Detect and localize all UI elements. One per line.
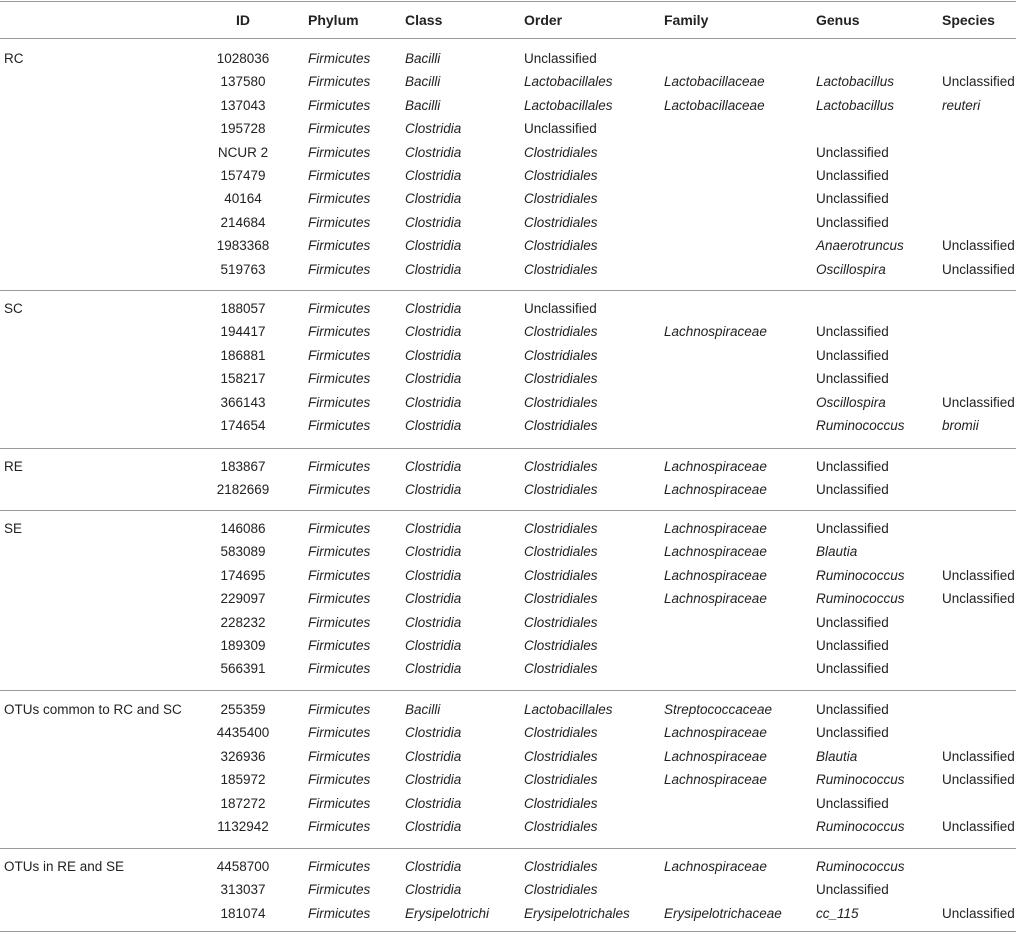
group-separator: [0, 931, 1016, 932]
group-label: SC: [4, 301, 23, 316]
cell-id: 1132942: [217, 819, 269, 834]
cell-phylum: Firmicutes: [308, 819, 371, 834]
cell-class: Clostridia: [405, 301, 462, 316]
cell-id: 158217: [220, 371, 266, 387]
cell-phylum: Firmicutes: [308, 418, 371, 433]
cell-species: Unclassified: [942, 567, 1015, 583]
cell-id: 137043: [220, 97, 266, 113]
cell-class: Clostridia: [405, 882, 462, 898]
cell-genus: Unclassified: [816, 702, 889, 717]
cell-class: Clostridia: [405, 819, 462, 834]
cell-family: Lachnospiraceae: [664, 567, 767, 583]
cell-id: 194417: [220, 324, 266, 340]
cell-genus: Unclassified: [816, 725, 889, 741]
cell-species: Unclassified: [942, 819, 1015, 834]
cell-genus: Unclassified: [816, 168, 889, 183]
cell-id: 174654: [220, 418, 266, 433]
cell-order: Clostridiales: [524, 482, 598, 498]
header-rule: [0, 38, 1016, 39]
cell-order: Clostridiales: [524, 261, 598, 277]
cell-order: Clostridiales: [524, 191, 598, 207]
cell-genus: Unclassified: [816, 371, 889, 387]
cell-genus: Lactobacillus: [816, 97, 895, 113]
cell-order: Clostridiales: [524, 144, 598, 160]
cell-class: Clostridia: [405, 347, 462, 363]
cell-order: Clostridiales: [524, 394, 598, 410]
cell-family: Lachnospiraceae: [664, 591, 767, 607]
cell-class: Clostridia: [405, 725, 462, 741]
cell-class: Clostridia: [405, 371, 462, 387]
cell-genus: Unclassified: [816, 521, 889, 536]
cell-genus: Unclassified: [816, 482, 889, 498]
cell-genus: Unclassified: [816, 614, 889, 630]
cell-phylum: Firmicutes: [308, 261, 371, 277]
cell-class: Clostridia: [405, 521, 462, 536]
cell-class: Clostridia: [405, 261, 462, 277]
cell-id: 4435400: [216, 725, 270, 741]
cell-genus: Oscillospira: [816, 261, 886, 277]
cell-order: Clostridiales: [524, 725, 598, 741]
cell-id: 137580: [220, 74, 266, 90]
cell-order: Clostridiales: [524, 567, 598, 583]
cell-id: 326936: [220, 748, 266, 764]
cell-phylum: Firmicutes: [308, 191, 371, 207]
cell-genus: Unclassified: [816, 214, 889, 230]
cell-family: Lachnospiraceae: [664, 459, 767, 474]
group-label: SE: [4, 521, 23, 536]
cell-phylum: Firmicutes: [308, 324, 371, 340]
cell-class: Clostridia: [405, 459, 462, 474]
cell-phylum: Firmicutes: [308, 567, 371, 583]
cell-class: Clostridia: [405, 748, 462, 764]
cell-order: Lactobacillales: [524, 97, 613, 113]
cell-id: 185972: [220, 772, 266, 788]
cell-genus: Ruminococcus: [816, 418, 905, 433]
group-separator: [0, 848, 1016, 849]
header-id: ID: [236, 12, 250, 28]
cell-id: 566391: [220, 661, 266, 677]
cell-order: Clostridiales: [524, 661, 598, 677]
cell-genus: Anaerotruncus: [816, 238, 904, 254]
cell-class: Clostridia: [405, 214, 462, 230]
cell-class: Bacilli: [405, 51, 441, 66]
cell-order: Clostridiales: [524, 772, 598, 788]
cell-family: Lachnospiraceae: [664, 482, 767, 498]
cell-genus: Unclassified: [816, 661, 889, 677]
cell-phylum: Firmicutes: [308, 772, 371, 788]
cell-order: Clostridiales: [524, 748, 598, 764]
cell-phylum: Firmicutes: [308, 168, 371, 183]
cell-order: Clostridiales: [524, 521, 598, 536]
header-family: Family: [664, 12, 709, 28]
cell-genus: Unclassified: [816, 795, 889, 811]
cell-family: Lachnospiraceae: [664, 772, 767, 788]
cell-genus: Unclassified: [816, 459, 889, 474]
cell-class: Clostridia: [405, 614, 462, 630]
cell-phylum: Firmicutes: [308, 702, 371, 717]
cell-class: Clostridia: [405, 772, 462, 788]
cell-species: reuteri: [942, 97, 981, 113]
header-order: Order: [524, 12, 563, 28]
cell-id: 229097: [220, 591, 266, 607]
cell-class: Clostridia: [405, 324, 462, 340]
header-species: Species: [942, 12, 995, 28]
cell-family: Lachnospiraceae: [664, 521, 767, 536]
group-separator: [0, 690, 1016, 691]
cell-id: 1983368: [216, 238, 270, 254]
cell-order: Clostridiales: [524, 614, 598, 630]
cell-id: 174695: [220, 567, 266, 583]
cell-id: 195728: [220, 121, 266, 137]
cell-phylum: Firmicutes: [308, 661, 371, 677]
cell-class: Bacilli: [405, 74, 441, 90]
cell-phylum: Firmicutes: [308, 214, 371, 230]
cell-species: Unclassified: [942, 591, 1015, 607]
group-separator: [0, 510, 1016, 511]
cell-class: Clostridia: [405, 168, 462, 183]
cell-order: Clostridiales: [524, 238, 598, 254]
cell-id: 189309: [220, 638, 266, 653]
cell-species: Unclassified: [942, 394, 1015, 410]
cell-order: Lactobacillales: [524, 74, 613, 90]
cell-genus: Ruminococcus: [816, 591, 905, 607]
cell-species: Unclassified: [942, 905, 1015, 921]
cell-phylum: Firmicutes: [308, 459, 371, 474]
cell-id: 146086: [220, 521, 266, 536]
cell-id: 181074: [220, 905, 266, 921]
cell-phylum: Firmicutes: [308, 544, 371, 560]
cell-phylum: Firmicutes: [308, 394, 371, 410]
cell-id: 183867: [220, 459, 266, 474]
cell-order: Clostridiales: [524, 859, 598, 874]
cell-class: Erysipelotrichi: [405, 905, 490, 921]
cell-genus: Ruminococcus: [816, 859, 905, 874]
header-class: Class: [405, 12, 443, 28]
cell-id: 157479: [220, 168, 266, 183]
cell-class: Clostridia: [405, 121, 462, 137]
cell-family: Streptococcaceae: [664, 702, 773, 717]
cell-order: Lactobacillales: [524, 702, 613, 717]
cell-phylum: Firmicutes: [308, 97, 371, 113]
cell-class: Clostridia: [405, 567, 462, 583]
cell-id: 583089: [220, 544, 266, 560]
cell-class: Clostridia: [405, 418, 462, 433]
cell-phylum: Firmicutes: [308, 74, 371, 90]
cell-order: Clostridiales: [524, 638, 598, 653]
cell-phylum: Firmicutes: [308, 301, 371, 316]
cell-class: Clostridia: [405, 191, 462, 207]
cell-genus: Blautia: [816, 544, 858, 560]
cell-class: Clostridia: [405, 591, 462, 607]
cell-phylum: Firmicutes: [308, 144, 371, 160]
cell-id: 255359: [220, 702, 266, 717]
group-label: OTUs in RE and SE: [4, 859, 125, 874]
cell-order: Clostridiales: [524, 591, 598, 607]
cell-family: Lachnospiraceae: [664, 859, 767, 874]
cell-family: Erysipelotrichaceae: [664, 905, 782, 921]
cell-genus: Blautia: [816, 748, 858, 764]
cell-phylum: Firmicutes: [308, 591, 371, 607]
cell-id: 2182669: [216, 482, 270, 498]
group-label: OTUs common to RC and SC: [4, 702, 182, 717]
cell-phylum: Firmicutes: [308, 521, 371, 536]
cell-order: Clostridiales: [524, 324, 598, 340]
cell-genus: Ruminococcus: [816, 567, 905, 583]
cell-phylum: Firmicutes: [308, 482, 371, 498]
group-label: RE: [4, 459, 23, 474]
cell-phylum: Firmicutes: [308, 51, 371, 66]
cell-species: Unclassified: [942, 772, 1015, 788]
cell-species: Unclassified: [942, 261, 1015, 277]
cell-phylum: Firmicutes: [308, 795, 371, 811]
cell-order: Erysipelotrichales: [524, 905, 630, 921]
cell-id: 366143: [220, 394, 266, 410]
cell-phylum: Firmicutes: [308, 725, 371, 741]
group-separator: [0, 290, 1016, 291]
cell-id: 188057: [220, 301, 266, 316]
cell-family: Lactobacillaceae: [664, 74, 765, 90]
cell-phylum: Firmicutes: [308, 748, 371, 764]
cell-genus: Unclassified: [816, 324, 889, 340]
cell-species: bromii: [942, 418, 979, 433]
cell-genus: cc_115: [816, 905, 859, 921]
cell-phylum: Firmicutes: [308, 347, 371, 363]
cell-id: 186881: [220, 347, 266, 363]
cell-id: 519763: [220, 261, 266, 277]
cell-order: Clostridiales: [524, 459, 598, 474]
cell-genus: Ruminococcus: [816, 819, 905, 834]
cell-genus: Lactobacillus: [816, 74, 895, 90]
cell-id: 4458700: [216, 859, 270, 874]
cell-order: Clostridiales: [524, 544, 598, 560]
cell-family: Lactobacillaceae: [664, 97, 765, 113]
cell-genus: Unclassified: [816, 638, 889, 653]
cell-genus: Oscillospira: [816, 394, 886, 410]
cell-phylum: Firmicutes: [308, 882, 371, 898]
cell-genus: Unclassified: [816, 347, 889, 363]
cell-phylum: Firmicutes: [308, 614, 371, 630]
cell-class: Clostridia: [405, 795, 462, 811]
header-genus: Genus: [816, 12, 860, 28]
cell-family: Lachnospiraceae: [664, 544, 767, 560]
cell-phylum: Firmicutes: [308, 238, 371, 254]
cell-id: 40164: [224, 191, 262, 207]
cell-id: NCUR 2: [217, 144, 269, 160]
cell-order: Unclassified: [524, 301, 597, 316]
cell-order: Clostridiales: [524, 371, 598, 387]
cell-genus: Unclassified: [816, 144, 889, 160]
cell-order: Clostridiales: [524, 168, 598, 183]
cell-phylum: Firmicutes: [308, 905, 371, 921]
cell-class: Clostridia: [405, 661, 462, 677]
cell-order: Unclassified: [524, 121, 597, 137]
cell-class: Clostridia: [405, 394, 462, 410]
cell-class: Clostridia: [405, 238, 462, 254]
cell-id: 313037: [220, 882, 266, 898]
cell-id: 187272: [220, 795, 266, 811]
cell-genus: Unclassified: [816, 882, 889, 898]
cell-order: Clostridiales: [524, 882, 598, 898]
cell-species: Unclassified: [942, 238, 1015, 254]
cell-class: Bacilli: [405, 97, 441, 113]
cell-phylum: Firmicutes: [308, 638, 371, 653]
cell-family: Lachnospiraceae: [664, 725, 767, 741]
cell-order: Clostridiales: [524, 347, 598, 363]
cell-phylum: Firmicutes: [308, 371, 371, 387]
cell-id: 1028036: [216, 51, 270, 66]
cell-phylum: Firmicutes: [308, 121, 371, 137]
cell-order: Unclassified: [524, 51, 597, 66]
cell-class: Clostridia: [405, 638, 462, 653]
cell-phylum: Firmicutes: [308, 859, 371, 874]
cell-order: Clostridiales: [524, 795, 598, 811]
cell-class: Clostridia: [405, 544, 462, 560]
cell-order: Clostridiales: [524, 214, 598, 230]
cell-class: Clostridia: [405, 144, 462, 160]
cell-id: 214684: [220, 214, 266, 230]
cell-family: Lachnospiraceae: [664, 748, 767, 764]
cell-genus: Unclassified: [816, 191, 889, 207]
cell-class: Clostridia: [405, 859, 462, 874]
cell-family: Lachnospiraceae: [664, 324, 767, 340]
cell-genus: Ruminococcus: [816, 772, 905, 788]
table-top-rule: [0, 1, 1016, 2]
cell-id: 228232: [220, 614, 266, 630]
header-phylum: Phylum: [308, 12, 359, 28]
cell-species: Unclassified: [942, 74, 1015, 90]
group-separator: [0, 448, 1016, 449]
group-label: RC: [4, 51, 24, 66]
cell-order: Clostridiales: [524, 819, 598, 834]
cell-class: Bacilli: [405, 702, 441, 717]
cell-order: Clostridiales: [524, 418, 598, 433]
cell-class: Clostridia: [405, 482, 462, 498]
cell-species: Unclassified: [942, 748, 1015, 764]
